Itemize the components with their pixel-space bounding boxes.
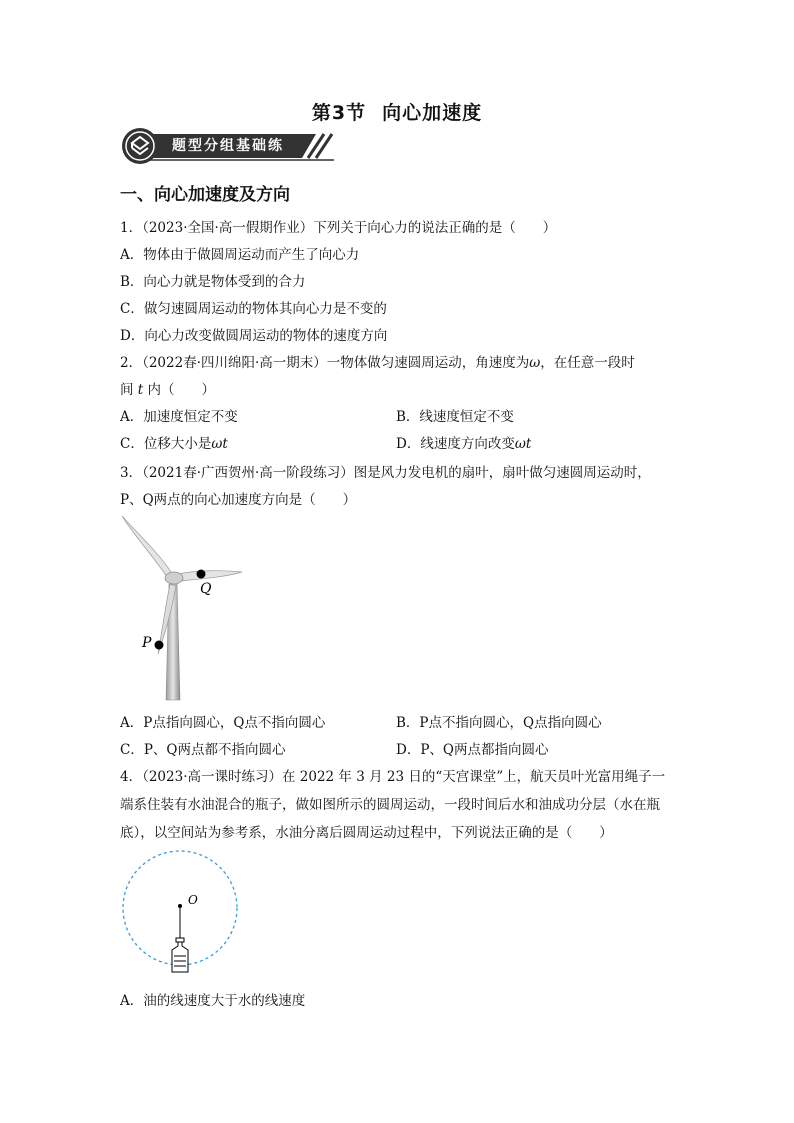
q1-option-d: D．向心力改变做圆周运动的物体的速度方向 — [120, 328, 388, 344]
q4-stem-line3: 底），以空间站为参考系，水油分离后圆周运动过程中，下列说法正确的是（ ） — [120, 825, 613, 841]
banner-label: 题型分组基础练 — [172, 138, 284, 154]
q4-stem-line1: 4．（2023·高一课时练习）在 2022 年 3 月 23 日的“天宫课堂”上，航天员叶光富用绳子一 — [120, 769, 666, 785]
title-topic: 向心加速度 — [382, 102, 483, 124]
page-title — [0, 98, 794, 125]
section-heading: 一、向心加速度及方向 — [120, 185, 290, 205]
q3-option-c: C．P、Q两点都不指向圆心 — [120, 742, 286, 758]
q4-stem-line2: 端系住装有水油混合的瓶子，做如图所示的圆周运动，一段时间后水和油成功分层（水在瓶 — [120, 797, 660, 813]
q3-stem-line1: 3．（2021春·广西贺州·高一阶段练习）图是风力发电机的扇叶，扇叶做匀速圆周运动时， — [120, 465, 651, 481]
q1-stem: 1．（2023·全国·高一假期作业）下列关于向心力的说法正确的是（ ） — [120, 220, 557, 236]
point-p-dot — [155, 641, 164, 650]
rotating-bottle-figure — [118, 846, 242, 976]
q2-stem-line1: 2．（2022春·四川绵阳·高一期末）一物体做匀速圆周运动，角速度为ω，在任意一段时 — [120, 355, 635, 371]
q2-option-d: D．线速度方向改变ωt — [396, 436, 532, 452]
center-label-o: O — [188, 893, 198, 907]
point-q-label: Q — [200, 581, 212, 597]
point-q-dot — [197, 570, 206, 579]
title-section-number: 第3节 — [311, 102, 367, 124]
q1-option-a: A．物体由于做圆周运动而产生了向心力 — [120, 247, 360, 263]
q1-option-b: B．向心力就是物体受到的合力 — [120, 274, 306, 290]
q2-stem-line2: 间 t 内（ ） — [120, 382, 216, 398]
q4-option-a: A．油的线速度大于水的线速度 — [120, 993, 306, 1009]
q2-option-c: C．位移大小是ωt — [120, 436, 228, 452]
q3-option-a: A．P点指向圆心，Q点不指向圆心 — [120, 715, 326, 731]
q2-option-a: A．加速度恒定不变 — [120, 409, 238, 425]
bottle-icon — [172, 938, 188, 972]
wind-turbine-figure — [118, 512, 258, 702]
point-p-label: P — [142, 635, 152, 651]
q3-option-b: B．P点不指向圆心，Q点指向圆心 — [396, 715, 602, 731]
blade-right — [178, 571, 242, 581]
blade-upper — [122, 516, 174, 581]
hub — [165, 572, 183, 584]
omega-symbol: ω — [529, 355, 541, 371]
q2-option-b: B．线速度恒定不变 — [396, 409, 514, 425]
q3-option-d: D．P、Q两点都指向圆心 — [396, 742, 549, 758]
q3-stem-line2: P、Q两点的向心加速度方向是（ ） — [120, 492, 357, 508]
q1-option-c: C．做匀速圆周运动的物体其向心力是不变的 — [120, 301, 387, 317]
